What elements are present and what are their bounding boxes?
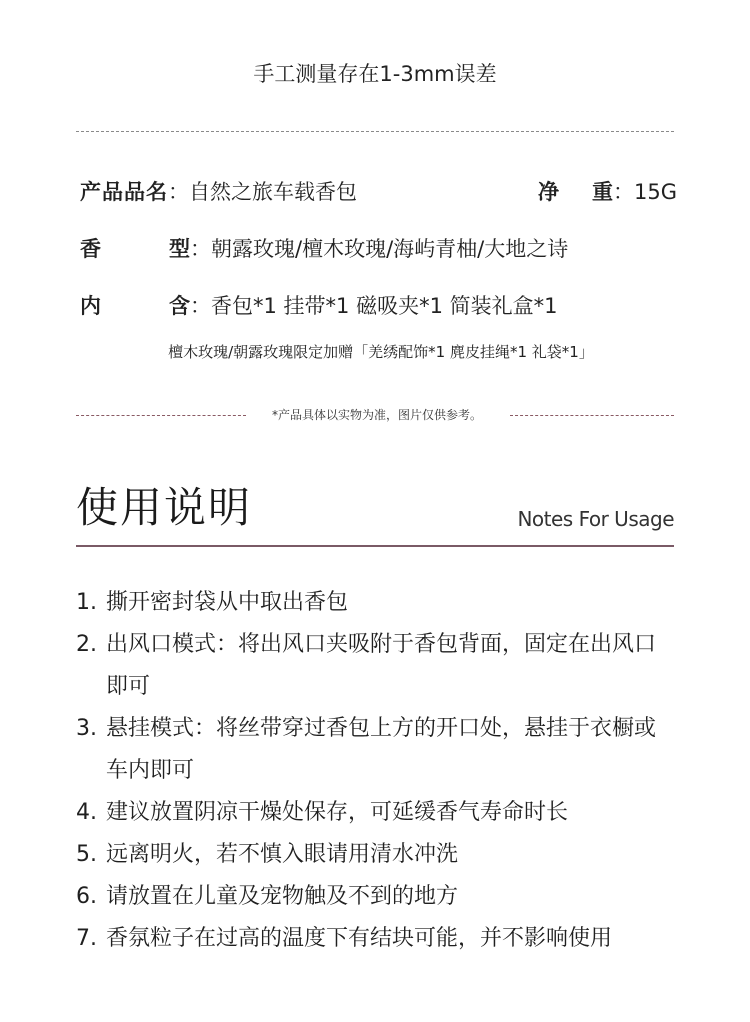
step-text: 香氛粒子在过高的温度下有结块可能，并不影响使用	[106, 926, 613, 951]
scent-row	[80, 233, 568, 263]
step-text: 远离明火，若不慎入眼请用清水冲洗	[106, 842, 459, 867]
weight-group	[538, 176, 677, 206]
step-text: 撕开密封袋从中取出香包	[106, 590, 349, 615]
contents-value: 香包*1 挂带*1 磁吸夹*1 简装礼盒*1	[211, 294, 558, 318]
colon: ：	[190, 237, 211, 261]
colon: ：	[613, 180, 634, 204]
usage-title: 使用说明	[76, 483, 253, 532]
colon: ：	[190, 294, 211, 318]
weight-label: 净 重	[538, 180, 613, 204]
step-number: 2.	[76, 632, 97, 657]
list-item	[76, 792, 676, 834]
step-number: 7.	[76, 926, 97, 951]
product-name-label: 产品品名	[80, 180, 168, 204]
colon: ：	[168, 180, 189, 204]
list-item	[76, 834, 676, 876]
product-name-row	[80, 176, 677, 206]
list-item	[76, 876, 676, 918]
step-text: 建议放置阴凉干燥处保存，可延缓香气寿命时长	[106, 800, 569, 825]
list-item	[76, 708, 676, 792]
weight-value: 15G	[634, 180, 677, 204]
list-item	[76, 624, 676, 708]
usage-steps	[76, 582, 676, 960]
usage-divider	[76, 545, 674, 547]
disclaimer: *产品具体以实物为准，图片仅供参考。	[271, 408, 482, 422]
dashed-divider-right	[510, 415, 674, 416]
step-number: 1.	[76, 590, 97, 615]
usage-subtitle: Notes For Usage	[517, 507, 674, 531]
contents-row	[80, 290, 557, 320]
list-item	[76, 918, 676, 960]
list-item	[76, 582, 676, 624]
step-text: 出风口模式：将出风口夹吸附于香包背面，固定在出风口即可	[106, 632, 657, 699]
step-text: 请放置在儿童及宠物触及不到的地方	[106, 884, 459, 909]
scent-label: 香 型	[80, 237, 190, 261]
dashed-divider-left	[76, 415, 246, 416]
scent-value: 朝露玫瑰/檀木玫瑰/海屿青柚/大地之诗	[211, 237, 569, 261]
step-number: 3.	[76, 716, 97, 741]
measurement-note: 手工测量存在1-3mm误差	[253, 62, 497, 86]
gift-note: 檀木玫瑰/朝露玫瑰限定加赠「羌绣配饰*1 麂皮挂绳*1 礼袋*1」	[168, 343, 594, 361]
step-text: 悬挂模式：将丝带穿过香包上方的开口处，悬挂于衣橱或车内即可	[106, 716, 657, 783]
contents-label: 内 含	[80, 294, 190, 318]
product-name-value: 自然之旅车载香包	[189, 180, 357, 204]
step-number: 5.	[76, 842, 97, 867]
dashed-divider	[76, 131, 674, 132]
step-number: 4.	[76, 800, 97, 825]
step-number: 6.	[76, 884, 97, 909]
